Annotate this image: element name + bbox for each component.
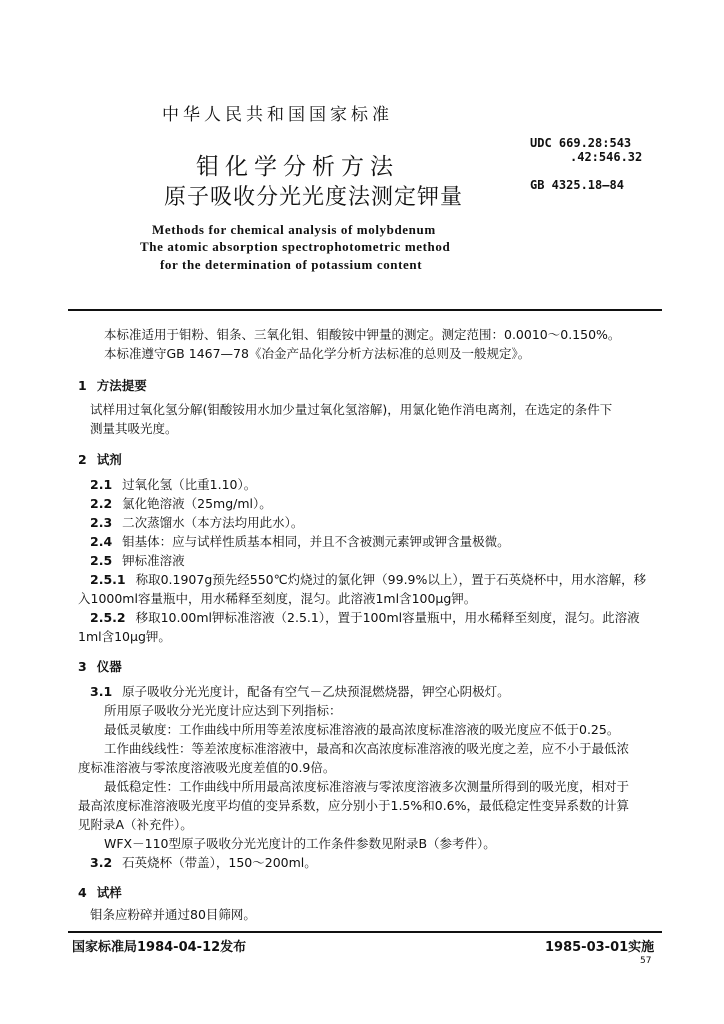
english-title-line2: The atomic absorption spectrophotometric method: [140, 239, 451, 254]
item-number: 2.5.2: [90, 610, 126, 625]
section-number: 1: [78, 378, 87, 393]
gb-standard-code: GB 4325.18—84: [530, 178, 624, 192]
section-4-heading: [78, 883, 122, 901]
effective-date: 1985-03-01实施: [545, 940, 655, 955]
section-number: 2: [78, 452, 87, 467]
document-title-line2: 原子吸收分光光度法测定钾量: [164, 185, 464, 210]
item-number: 2.1: [90, 477, 113, 492]
item-2-5-2-line2: 1ml含10μg钾。: [78, 629, 171, 644]
section-1-text-line2: 测量其吸光度。: [90, 421, 178, 436]
item-text: 二次蒸馏水（本方法均用此水）。: [122, 515, 304, 530]
section-title: 试样: [96, 885, 122, 900]
section-title: 方法提要: [96, 378, 147, 393]
section-1-text-line1: 试样用过氧化氢分解(钼酸铵用水加少量过氧化氢溶解)，用氯化铯作消电离剂，在选定的条件下: [90, 402, 613, 417]
section-2-heading: [78, 450, 122, 468]
section-1-heading: [78, 376, 147, 394]
issue-date: 国家标准局1984-04-12发布: [72, 940, 247, 955]
item-number: 2.5: [90, 553, 113, 568]
item-number: 2.5.1: [90, 572, 126, 587]
item-3-1: [90, 682, 510, 700]
document-title-line1: 钼化学分析方法: [196, 154, 399, 180]
item-2-5-1: [90, 570, 646, 588]
section-title: 试剂: [96, 452, 122, 467]
item-2-5-1-line2: 入1000ml容量瓶中，用水稀释至刻度，混匀。此溶液1ml含100μg钾。: [78, 591, 477, 606]
item-text: 原子吸收分光光度计，配备有空气－乙炔预混燃烧器，钾空心阴极灯。: [122, 684, 510, 699]
section-3-sensitivity: 最低灵敏度：工作曲线中所用等差浓度标准溶液的最高浓度标准溶液的吸光度应不低于0.25。: [104, 722, 620, 737]
item-2-3: [90, 513, 303, 531]
item-number: 2.3: [90, 515, 113, 530]
section-number: 3: [78, 659, 87, 674]
section-3-linearity-line1: 工作曲线线性：等差浓度标准溶液中，最高和次高浓度标准溶液的吸光度之差，应不小于最低浓: [104, 741, 630, 756]
item-3-2: [90, 853, 317, 871]
intro-compliance: 本标准遵守GB 1467—78《冶金产品化学分析方法标准的总则及一般规定》。: [104, 346, 531, 361]
section-3-stability-line1: 最低稳定性：工作曲线中所用最高浓度标准溶液与零浓度溶液多次测量所得到的吸光度，相对于: [104, 779, 630, 794]
item-2-2: [90, 494, 272, 512]
item-2-5-2: [90, 608, 640, 626]
english-title-line3: for the determination of potassium content: [160, 257, 423, 272]
item-text: 氯化铯溶液（25mg/ml）。: [122, 496, 272, 511]
item-2-5: [90, 551, 185, 569]
item-number: 2.4: [90, 534, 113, 549]
section-3-stability-line3: 见附录A（补充件）。: [78, 817, 193, 832]
footer-divider: [68, 931, 662, 933]
udc-code-line1: UDC 669.28:543: [530, 136, 632, 150]
item-text: 过氧化氢（比重1.10）。: [122, 477, 257, 492]
issuing-organization: 中华人民共和国国家标准: [162, 105, 393, 125]
section-number: 4: [78, 885, 87, 900]
item-2-4: [90, 532, 510, 550]
item-text: 钼基体：应与试样性质基本相同，并且不含被测元素钾或钾含量极微。: [122, 534, 510, 549]
section-3-instrument-conditions: WFX－110型原子吸收分光光度计的工作条件参数见附录B（参考件）。: [104, 836, 496, 851]
section-3-linearity-line2: 度标准溶液与零浓度溶液吸光度差值的0.9倍。: [78, 760, 336, 775]
section-3-heading: [78, 657, 122, 675]
item-text: 石英烧杯（带盖），150～200ml。: [122, 855, 317, 870]
item-2-1: [90, 475, 256, 493]
section-3-requirements: 所用原子吸收分光光度计应达到下列指标：: [104, 703, 342, 718]
item-text-line1: 称取0.1907g预先经550℃灼烧过的氯化钾（99.9%以上），置于石英烧杯中，用水溶解，移: [135, 572, 647, 587]
item-text-line1: 移取10.00ml钾标准溶液（2.5.1），置于100ml容量瓶中，用水稀释至刻度，混匀。此溶液: [135, 610, 640, 625]
section-3-stability-line2: 最高浓度标准溶液吸光度平均值的变异系数，应分别小于1.5%和0.6%，最低稳定性变异系数的计算: [78, 798, 630, 813]
english-title-line1: Methods for chemical analysis of molybdenum: [152, 222, 436, 237]
item-number: 3.1: [90, 684, 113, 699]
header-divider: [68, 309, 662, 311]
item-number: 3.2: [90, 855, 113, 870]
item-text: 钾标准溶液: [122, 553, 185, 568]
item-number: 2.2: [90, 496, 113, 511]
page-number: 57: [640, 956, 652, 966]
udc-code-line2: .42:546.32: [570, 150, 643, 164]
section-title: 仪器: [96, 659, 122, 674]
intro-scope: 本标准适用于钼粉、钼条、三氧化钼、钼酸铵中钾量的测定。测定范围：0.0010～0.150%。: [104, 327, 621, 342]
section-4-text: 钼条应粉碎并通过80目筛网。: [90, 907, 256, 922]
